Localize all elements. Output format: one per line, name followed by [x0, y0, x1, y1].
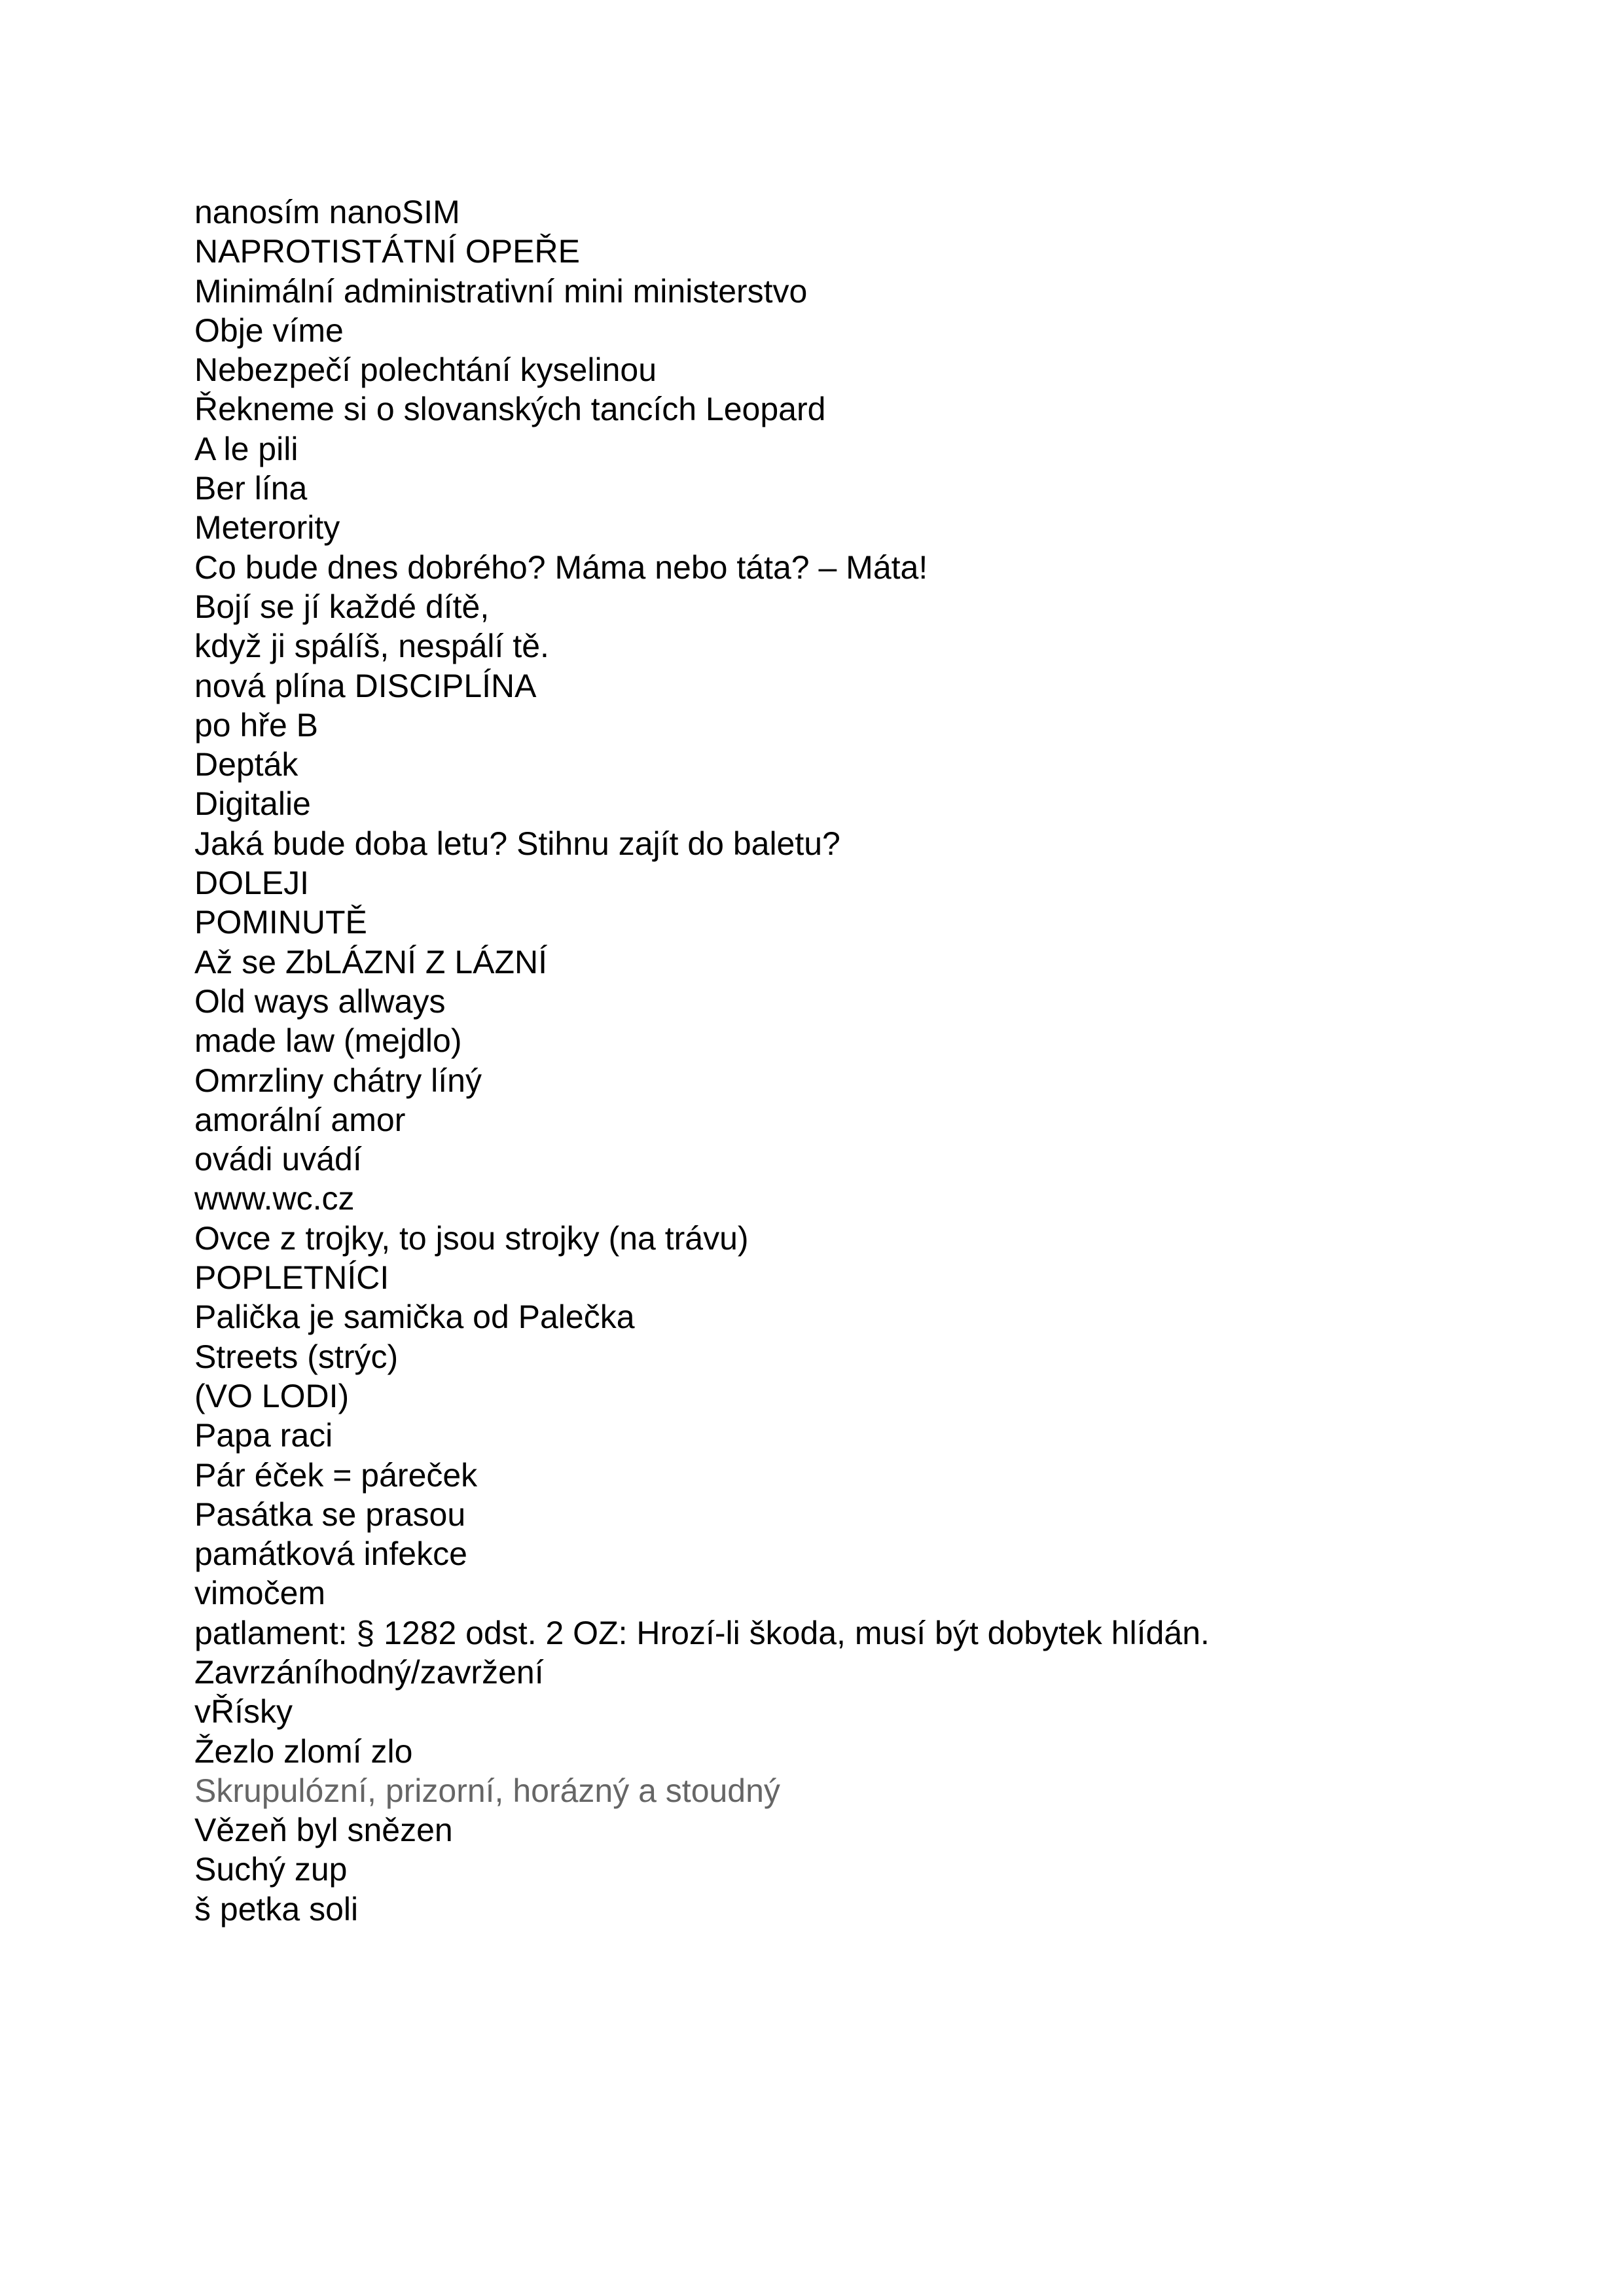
text-line: (VO LODI): [194, 1377, 350, 1414]
text-line: Co bude dnes dobrého? Máma nebo táta? – Máta!: [194, 548, 928, 586]
text-line: ovádi uvádí: [194, 1141, 362, 1178]
text-line: vimočem: [194, 1575, 326, 1612]
text-line: Pasátka se prasou: [194, 1496, 466, 1533]
text-line: POPLETNÍCI: [194, 1259, 389, 1297]
text-line: Ovce z trojky, to jsou strojky (na trávu): [194, 1219, 749, 1257]
text-line: když ji spálíš, nespálí tě.: [194, 628, 549, 665]
text-line: DOLEJI: [194, 865, 310, 902]
text-line: Minimální administrativní mini ministerstvo: [194, 272, 808, 310]
text-line: Řekneme si o slovanských tancích Leopard: [194, 391, 826, 428]
text-line: Palička je samička od Palečka: [194, 1299, 635, 1336]
text-line: Obje víme: [194, 312, 344, 349]
text-line: nanosím nanoSIM: [194, 194, 460, 230]
text-line: nová plína DISCIPLÍNA: [194, 667, 537, 704]
text-line: Nebezpečí polechtání kyselinou: [194, 351, 657, 389]
text-line: Vězeň byl snězen: [194, 1812, 453, 1849]
text-line: Bojí se jí každé dítě,: [194, 588, 490, 625]
text-line: Žezlo zlomí zlo: [194, 1732, 413, 1770]
text-line: A le pili: [194, 430, 298, 467]
text-line: Meterority: [194, 509, 340, 547]
text-line: Suchý zup: [194, 1851, 348, 1888]
text-line: www.wc.cz: [194, 1180, 355, 1217]
text-line: Omrzliny chátry líný: [194, 1062, 482, 1099]
text-line: Jaká bude doba letu? Stihnu zajít do baletu?: [194, 825, 840, 862]
text-line: š petka soli: [194, 1890, 359, 1928]
text-line: Streets (strýc): [194, 1338, 399, 1375]
text-line: amorální amor: [194, 1101, 406, 1138]
text-line: Old ways allways: [194, 982, 446, 1020]
text-line: Pár éček = páreček: [194, 1456, 478, 1494]
text-line: vŘísky: [194, 1693, 293, 1731]
text-line: POMINUTĚ: [194, 904, 367, 941]
text-line: po hře B: [194, 706, 319, 744]
text-line: Ber lína: [194, 470, 308, 507]
text-line: made law (mejdlo): [194, 1022, 462, 1060]
text-line: patlament: § 1282 odst. 2 OZ: Hrozí-li škoda, musí být dobytek hlídán.: [194, 1614, 1210, 1651]
text-line: Skrupulózní, prizorní, horázný a stoudný: [194, 1772, 780, 1809]
text-block: [194, 192, 1471, 1929]
text-line: Zavrzáníhodný/zavržení: [194, 1653, 544, 1691]
text-line: Digitalie: [194, 785, 311, 823]
text-line: Papa raci: [194, 1417, 333, 1454]
text-line: Až se ZbLÁZNÍ Z LÁZNÍ: [194, 943, 548, 980]
text-line: památková infekce: [194, 1535, 467, 1573]
text-line: Depták: [194, 746, 298, 783]
text-line: NAPROTISTÁTNÍ OPEŘE: [194, 233, 580, 270]
